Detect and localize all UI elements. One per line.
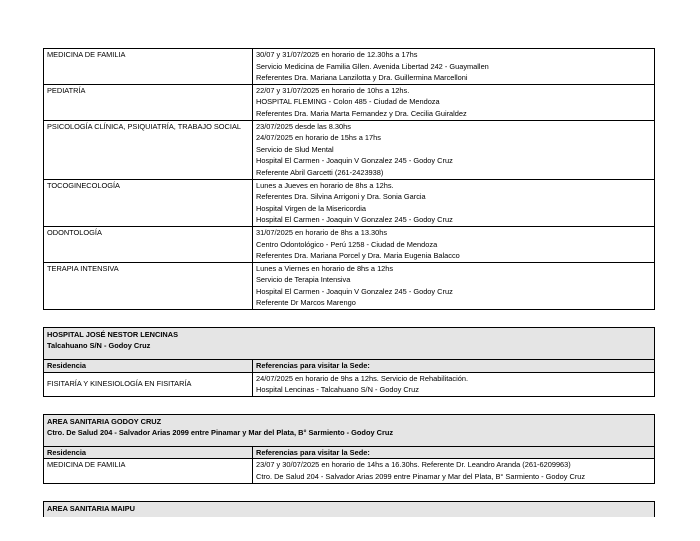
residencia-cell: [44, 372, 253, 396]
ref-line: 30/07 y 31/07/2025 en horario de 12.30hs a 17hs: [256, 50, 418, 59]
ref-line: Centro Odontológico - Perú 1258 - Ciudad de Mendoza: [256, 239, 438, 249]
ref-line: Referente Dr Marcos Marengo: [256, 298, 356, 308]
residencia-cell: PEDIATRÍA: [44, 84, 253, 120]
ref-line: HOSPITAL FLEMING - Colon 485 - Ciudad de Mendoza: [256, 97, 440, 107]
table-row: [44, 120, 655, 179]
table-row: [44, 179, 655, 226]
sede-name: HOSPITAL JOSÉ NESTOR LENCINAS: [47, 330, 178, 340]
ref-line: Hospital Lencinas - Talcahuano S/N - Godoy Cruz: [256, 385, 419, 395]
referencias-cell: [253, 262, 655, 309]
sede-header: [43, 414, 655, 446]
ref-line: 31/07/2025 en horario de 8hs a 13.30hs: [256, 227, 388, 237]
ref-line: Referentes Dra. Mariana Porcel y Dra. Maria Eugenia Balacco: [256, 251, 460, 261]
ref-line: 24/07/2025 en horario de 9hs a 12hs. Servicio de Rehabilitación.: [256, 373, 469, 383]
sede-header: [43, 327, 655, 359]
residencia-cell: MEDICINA DE FAMILIA: [44, 49, 253, 85]
ref-line: Hospital El Carmen - Joaquin V Gonzalez 245 - Godoy Cruz: [256, 215, 453, 225]
table-row: [44, 459, 655, 483]
residencia-label: FISITARÍA Y KINESIOLOGÍA EN FISITARÍA: [47, 379, 192, 389]
ref-line: Lunes a Viernes en horario de 8hs a 12hs: [256, 263, 394, 273]
ref-line: Servicio de Slud Mental: [256, 144, 334, 154]
table-row: [44, 372, 655, 396]
referencias-cell: [253, 372, 655, 396]
sede-address: Talcahuano S/N - Godoy Cruz: [47, 341, 151, 351]
referencias-cell: [253, 226, 655, 262]
column-header-row: [44, 446, 655, 459]
table-row: [44, 84, 655, 120]
ref-line: Servicio Medicina de Familia Gllen. Avenida Libertad 242 - Guaymallen: [256, 61, 489, 71]
sede-address: Ctro. De Salud 204 - Salvador Arias 2099 entre Pinamar y Mar del Plata, B° Sarmiento - Godoy Cruz: [47, 427, 394, 437]
document-page: [43, 48, 655, 517]
ref-line: 24/07/2025 en horario de 15hs a 17hs: [256, 133, 381, 143]
residencias-table: [43, 48, 655, 310]
ref-line: Lunes a Jueves en horario de 8hs a 12hs.: [256, 180, 394, 190]
referencias-cell: [253, 459, 655, 483]
residencia-cell: PSICOLOGÍA CLÍNICA, PSIQUIATRÍA, TRABAJO SOCIAL: [44, 120, 253, 179]
ref-line: 23/07/2025 desde las 8.30hs: [256, 121, 351, 131]
column-header-residencia: Residencia: [44, 360, 253, 373]
sede-table: [43, 359, 655, 397]
table-row: [44, 262, 655, 309]
ref-line: 22/07 y 31/07/2025 en horario de 10hs a 12hs.: [256, 85, 410, 95]
table-row: [44, 226, 655, 262]
sede-name: AREA SANITARIA MAIPU: [47, 503, 136, 513]
column-header-row: [44, 360, 655, 373]
spacer: [43, 397, 655, 414]
ref-line: Referente Abril Garcetti (261-2423938): [256, 167, 384, 177]
ref-line: Servicio de Terapia Intensiva: [256, 275, 351, 285]
referencias-cell: [253, 120, 655, 179]
referencias-cell: [253, 84, 655, 120]
column-header-residencia: Residencia: [44, 446, 253, 459]
sede-table: [43, 446, 655, 484]
ref-line: Hospital Virgen de la Misericordia: [256, 203, 366, 213]
ref-line: Hospital El Carmen - Joaquin V Gonzalez 245 - Godoy Cruz: [256, 156, 453, 166]
ref-line: 23/07 y 30/07/2025 en horario de 14hs a 16.30hs. Referente Dr. Leandro Aranda (261-6209963): [256, 460, 571, 470]
ref-line: Ctro. De Salud 204 - Salvador Arias 2099 entre Pinamar y Mar del Plata, B° Sarmiento - Godoy Cruz: [256, 472, 586, 482]
column-header-referencias: Referencias para visitar la Sede:: [253, 360, 655, 373]
ref-line: Referentes Dra. Mariana Lanzilotta y Dra. Guillermina Marcelloni: [256, 73, 468, 83]
table-row: [44, 49, 655, 85]
residencia-cell: ODONTOLOGÍA: [44, 226, 253, 262]
ref-line: Referentes Dra. Silvina Arrigoni y Dra. Sonia Garcia: [256, 192, 426, 202]
spacer: [43, 484, 655, 501]
residencia-cell: MEDICINA DE FAMILIA: [44, 459, 253, 483]
sede-name: AREA SANITARIA GODOY CRUZ: [47, 416, 162, 426]
spacer: [43, 310, 655, 327]
column-header-referencias: Referencias para visitar la Sede:: [253, 446, 655, 459]
ref-line: Referentes Dra. Maria Marta Fernandez y Dra. Cecilia Guiraldez: [256, 108, 467, 118]
sede-header: [43, 501, 655, 517]
referencias-cell: [253, 179, 655, 226]
residencia-cell: TOCOGINECOLOGÍA: [44, 179, 253, 226]
ref-line: Hospital El Carmen - Joaquin V Gonzalez 245 - Godoy Cruz: [256, 286, 453, 296]
residencia-cell: TERAPIA INTENSIVA: [44, 262, 253, 309]
referencias-cell: [253, 49, 655, 85]
